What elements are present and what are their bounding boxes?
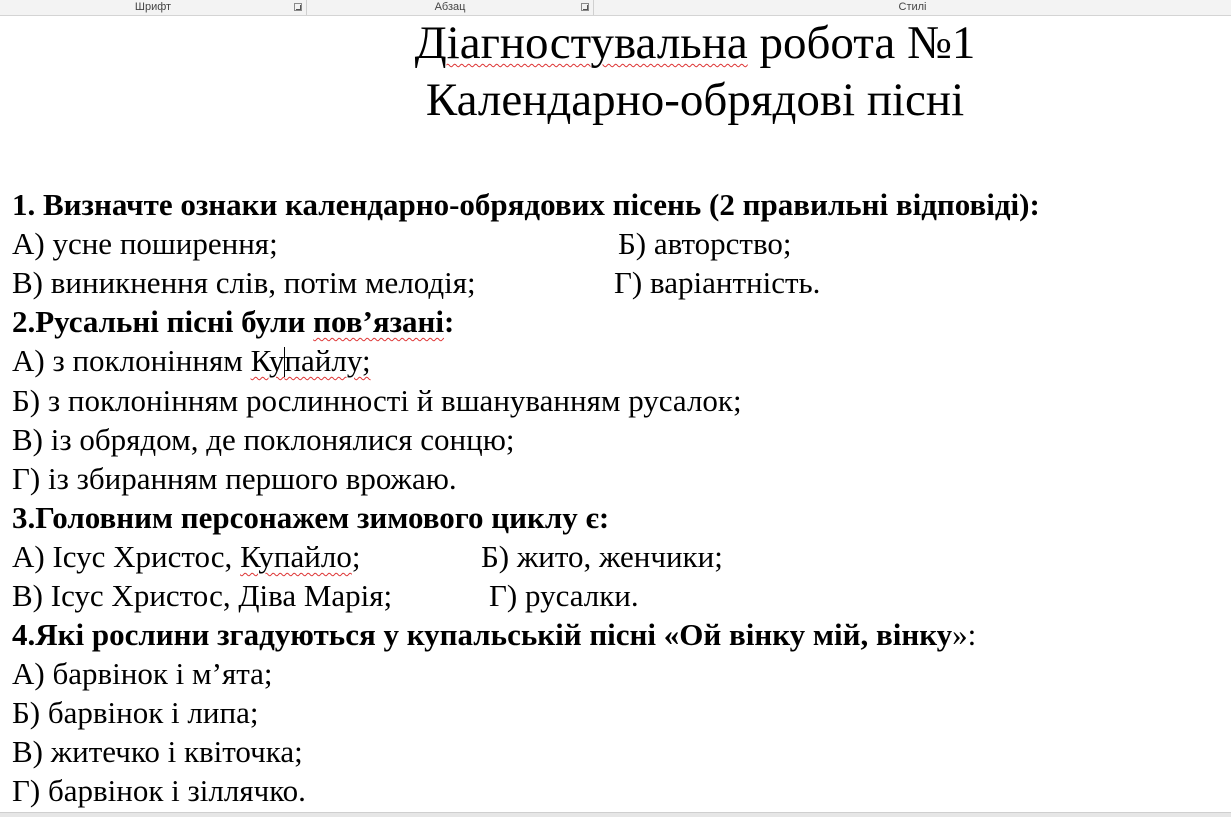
q3-option-a-text: А) Ісус Христос,: [12, 539, 241, 574]
q3-option-g: Г) русалки.: [489, 578, 639, 613]
paragraph-group-label: Абзац: [434, 1, 466, 13]
question-2: [12, 304, 454, 340]
q4-option-v: В) житечко і квіточка;: [12, 734, 303, 769]
word-end: пайлу;: [284, 343, 371, 378]
question-1: 1. Визначте ознаки календарно-обрядових пісень (2 правильні відповіді):: [12, 187, 1040, 222]
q2-option-v: В) із обрядом, де поклонялися сонцю;: [12, 422, 515, 457]
spelling-error: Діагностувальна: [414, 17, 748, 69]
q1-option-g: Г) варіантність.: [614, 265, 821, 300]
document-title: [380, 16, 1010, 70]
q3-option-a: [12, 539, 360, 575]
q2-option-b: Б) з поклонінням рослинності й вшануванням русалок;: [12, 383, 742, 418]
document-subtitle: Календарно-обрядові пісні: [425, 74, 965, 126]
paragraph-dialog-launcher-icon[interactable]: [581, 3, 589, 11]
q2-option-a-text: А) з поклонінням: [12, 343, 251, 378]
spelling-error: Купайло: [240, 539, 352, 574]
styles-group-label: Стилі: [898, 1, 927, 13]
q3-option-b: Б) жито, женчики;: [481, 539, 723, 574]
document-page[interactable]: [0, 16, 1231, 812]
title-text: робота №1: [747, 17, 976, 69]
word-start: Ку: [250, 343, 285, 378]
font-group: [0, 0, 307, 15]
question-2-colon: :: [444, 304, 455, 339]
font-group-label: Шрифт: [134, 1, 172, 13]
q1-option-a: А) усне поширення;: [12, 226, 278, 261]
question-4-text: 4.Які рослини згадуються у купальській пісні «Ой вінку мій, вінку: [12, 617, 953, 652]
font-dialog-launcher-icon[interactable]: [294, 3, 302, 11]
question-3: 3.Головним персонажем зимового циклу є:: [12, 500, 610, 535]
q2-option-a: [12, 343, 371, 379]
q3-option-a-end: ;: [351, 539, 361, 574]
spelling-error: [251, 343, 371, 378]
paragraph-group: [307, 0, 594, 15]
q4-option-g: Г) барвінок і зіллячко.: [12, 773, 306, 808]
question-2-text: 2.Русальні пісні були: [12, 304, 314, 339]
ribbon-group-labels: [0, 0, 1231, 16]
q4-option-b: Б) барвінок і липа;: [12, 695, 259, 730]
q2-option-g: Г) із збиранням першого врожаю.: [12, 461, 457, 496]
q3-option-v: В) Ісус Христос, Діва Марія;: [12, 578, 393, 613]
window-bottom-edge: [0, 812, 1231, 817]
question-4-tail: »:: [952, 617, 977, 652]
q4-option-a: А) барвінок і м’ята;: [12, 656, 273, 691]
q1-option-v: В) виникнення слів, потім мелодія;: [12, 265, 476, 300]
styles-group: [594, 0, 1231, 15]
q1-option-b: Б) авторство;: [618, 226, 792, 261]
question-4: [12, 617, 976, 653]
spelling-error: пов’язані: [313, 304, 445, 339]
